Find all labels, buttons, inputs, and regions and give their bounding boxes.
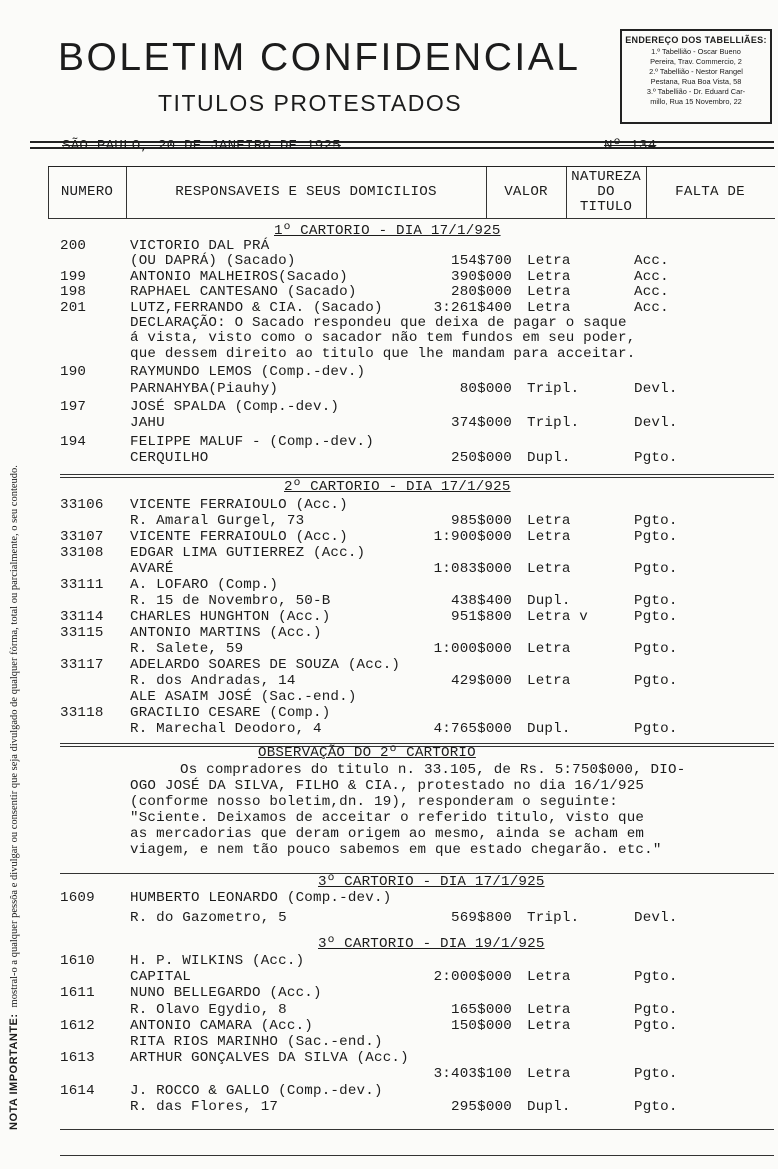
sidebar-note-text: mostral-o a qualquer pessôa e divulgar ou consentir que seja divulgado de qualquer fórma, total ou parcialmente, o seu conteudo. <box>9 465 20 1008</box>
note-line: Os compradores do titulo n. 33.105, de Rs. 5:750$000, DIO- <box>180 762 686 778</box>
row-responsavel: EDGAR LIMA GUTIERREZ (Acc.) <box>130 545 366 561</box>
section-title: OBSERVAÇÃO DO 2º CARTORIO <box>258 745 476 761</box>
note-line: á vista, visto como o sacador não tem fundos em seu poder, <box>130 330 636 347</box>
address-heading: ENDEREÇO DOS TABELLIÃES: <box>625 35 767 45</box>
row-responsavel: CAPITAL <box>130 969 191 986</box>
table-row <box>0 529 778 546</box>
table-row <box>0 641 778 658</box>
row-falta: Pgto. <box>634 593 678 609</box>
row-responsavel: R. 15 de Novembro, 50-B <box>130 593 331 609</box>
table-row <box>0 577 778 594</box>
divider <box>60 477 774 478</box>
table-row <box>0 415 778 432</box>
row-valor: 165$000 <box>451 1001 512 1018</box>
row-responsavel: VICENTE FERRAIOULO (Acc.) <box>130 529 348 545</box>
row-responsavel: ANTONIO CAMARA (Acc.) <box>130 1017 313 1034</box>
section-title: 1º CARTORIO - DIA 17/1/925 <box>274 223 501 239</box>
row-falta: Pgto. <box>634 529 678 545</box>
row-falta: Acc. <box>634 299 669 316</box>
row-falta: Pgto. <box>634 721 678 737</box>
row-responsavel: R. Amaral Gurgel, 73 <box>130 513 305 529</box>
row-falta: Pgto. <box>634 641 678 657</box>
table-row <box>0 364 778 381</box>
sidebar-note <box>8 465 20 1130</box>
section-title: 2º CARTORIO - DIA 17/1/925 <box>284 479 511 495</box>
col-natureza-line: DO <box>597 183 615 200</box>
address-line: 1.º Tabellião - Oscar Bueno <box>651 47 741 56</box>
row-valor: 3:261$400 <box>433 299 512 316</box>
row-responsavel: VICENTE FERRAIOULO (Acc.) <box>130 497 348 513</box>
row-valor: 3:403$100 <box>433 1066 512 1083</box>
row-natureza: Letra <box>527 969 571 986</box>
row-falta: Acc. <box>634 253 669 270</box>
row-natureza: Letra v <box>527 609 588 625</box>
row-responsavel: R. das Flores, 17 <box>130 1098 279 1115</box>
row-valor: 1:083$000 <box>433 561 512 577</box>
table-row <box>0 545 778 562</box>
row-numero: 33118 <box>60 705 104 721</box>
row-responsavel: H. P. WILKINS (Acc.) <box>130 953 305 969</box>
row-numero: 198 <box>60 284 87 301</box>
row-falta: Pgto. <box>634 969 678 986</box>
table-row <box>0 450 778 467</box>
row-responsavel: CERQUILHO <box>130 450 209 467</box>
row-natureza: Letra <box>527 513 571 529</box>
row-natureza: Dupl. <box>527 721 571 737</box>
note-line: que dessem direito ao titulo que lhe mandam para acceitar. <box>130 345 636 362</box>
row-numero: 1609 <box>60 890 95 906</box>
table-row <box>0 1099 778 1116</box>
row-numero: 33115 <box>60 625 104 641</box>
row-natureza: Letra <box>527 268 571 285</box>
row-responsavel: J. ROCCO & GALLO (Comp.-dev.) <box>130 1082 383 1099</box>
row-valor: 569$800 <box>451 910 512 927</box>
row-natureza: Dupl. <box>527 450 571 467</box>
row-responsavel: (OU DAPRÁ) (Sacado) <box>130 253 296 270</box>
note-line: "Sciente. Deixamos de acceitar o referido titulo, visto que <box>130 809 645 826</box>
row-responsavel: RITA RIOS MARINHO (Sac.-end.) <box>130 1034 383 1050</box>
row-numero: 33108 <box>60 545 104 561</box>
row-numero: 33106 <box>60 497 104 513</box>
page-title: BOLETIM CONFIDENCIAL <box>58 36 581 79</box>
row-natureza: Dupl. <box>527 593 571 609</box>
row-natureza: Letra <box>527 561 571 577</box>
row-valor: 250$000 <box>451 450 512 467</box>
row-numero: 200 <box>60 238 87 254</box>
section-title: 3º CARTORIO - DIA 19/1/925 <box>318 936 545 952</box>
row-numero: 190 <box>60 364 87 381</box>
row-responsavel: ADELARDO SOARES DE SOUZA (Acc.) <box>130 657 401 673</box>
address-line: 3.º Tabellião - Dr. Eduard Car- <box>646 87 746 96</box>
table-row <box>0 399 778 416</box>
row-responsavel: R. Marechal Deodoro, 4 <box>130 721 322 737</box>
divider <box>60 1155 774 1156</box>
row-numero: 33117 <box>60 657 104 673</box>
row-natureza: Letra <box>527 1017 571 1034</box>
row-falta: Pgto. <box>634 561 678 577</box>
note-line: OGO JOSÉ DA SILVA, FILHO & CIA., protestado no dia 16/1/925 <box>130 777 645 794</box>
table-row <box>0 910 778 927</box>
row-numero: 1614 <box>60 1082 95 1099</box>
row-natureza: Letra <box>527 1001 571 1018</box>
row-valor: 2:000$000 <box>433 969 512 986</box>
row-numero: 1611 <box>60 985 95 1002</box>
table-row <box>0 609 778 626</box>
table-row <box>0 434 778 451</box>
row-responsavel: R. do Gazometro, 5 <box>130 910 287 927</box>
row-falta: Pgto. <box>634 513 678 529</box>
row-natureza: Letra <box>527 529 571 545</box>
row-numero: 1610 <box>60 953 95 969</box>
note-line: viagem, e nem tão pouco sabemos em que estado chegarão. etc." <box>130 841 662 858</box>
note-line: DECLARAÇÃO: O Sacado respondeu que deixa de pagar o saque <box>130 315 627 331</box>
row-valor: 1:000$000 <box>433 641 512 657</box>
row-natureza: Letra <box>527 253 571 270</box>
row-responsavel: LUTZ,FERRANDO & CIA. (Sacado) <box>130 299 383 316</box>
row-numero: 199 <box>60 268 87 285</box>
row-natureza: Tripl. <box>527 910 580 927</box>
row-falta: Devl. <box>634 380 678 397</box>
table-row <box>0 497 778 514</box>
row-responsavel: GRACILIO CESARE (Comp.) <box>130 705 331 721</box>
table-row <box>0 953 778 970</box>
col-falta: FALTA DE <box>675 183 745 200</box>
row-valor: 80$000 <box>459 380 512 397</box>
address-line: millo, Rua 15 Novembro, 22 <box>650 97 742 106</box>
row-valor: 4:765$000 <box>433 721 512 737</box>
row-falta: Pgto. <box>634 1066 678 1083</box>
table-row <box>0 890 778 907</box>
row-natureza: Letra <box>527 673 571 689</box>
divider <box>60 1129 774 1130</box>
table-row <box>0 673 778 690</box>
row-responsavel: ANTONIO MARTINS (Acc.) <box>130 625 322 641</box>
address-line: Pestana, Rua Boa Vista, 58 <box>650 77 742 86</box>
note-line: (conforme nosso boletim,dn. 19), responderam o seguinte: <box>130 793 618 810</box>
table-row <box>0 1083 778 1100</box>
row-responsavel: HUMBERTO LEONARDO (Comp.-dev.) <box>130 890 392 906</box>
row-numero: 1612 <box>60 1017 95 1034</box>
row-natureza: Letra <box>527 284 571 301</box>
row-valor: 951$800 <box>451 609 512 625</box>
row-falta: Pgto. <box>634 1098 678 1115</box>
row-falta: Acc. <box>634 268 669 285</box>
row-responsavel: ANTONIO MALHEIROS(Sacado) <box>130 268 348 285</box>
row-valor: 1:900$000 <box>433 529 512 545</box>
row-natureza: Letra <box>527 299 571 316</box>
table-row <box>0 969 778 986</box>
section-title: 3º CARTORIO - DIA 17/1/925 <box>318 874 545 890</box>
table-row <box>0 513 778 530</box>
row-responsavel: ARTHUR GONÇALVES DA SILVA (Acc.) <box>130 1050 409 1067</box>
row-responsavel: R. Olavo Egydio, 8 <box>130 1001 287 1018</box>
row-responsavel: RAPHAEL CANTESANO (Sacado) <box>130 284 357 301</box>
row-falta: Pgto. <box>634 1017 678 1034</box>
page-subtitle: TITULOS PROTESTADOS <box>158 90 463 116</box>
row-responsavel: A. LOFARO (Comp.) <box>130 577 279 593</box>
row-valor: 438$400 <box>451 593 512 609</box>
address-line: 2.º Tabellião - Nestor Rangel <box>649 67 743 76</box>
table-row <box>0 657 778 674</box>
row-responsavel: RAYMUNDO LEMOS (Comp.-dev.) <box>130 364 366 381</box>
divider <box>60 743 774 744</box>
col-natureza-line: NATUREZA <box>571 168 641 185</box>
row-responsavel: PARNAHYBA(Piauhy) <box>130 380 279 397</box>
table-row <box>0 625 778 642</box>
row-natureza: Tripl. <box>527 415 580 432</box>
row-numero: 33111 <box>60 577 104 593</box>
row-responsavel: R. dos Andradas, 14 <box>130 673 296 689</box>
row-responsavel: R. Salete, 59 <box>130 641 244 657</box>
row-falta: Acc. <box>634 284 669 301</box>
row-falta: Pgto. <box>634 450 678 467</box>
row-falta: Pgto. <box>634 609 678 625</box>
table-row <box>0 561 778 578</box>
row-valor: 150$000 <box>451 1017 512 1034</box>
row-falta: Pgto. <box>634 1001 678 1018</box>
row-valor: 154$700 <box>451 253 512 270</box>
table-row <box>0 705 778 722</box>
table-row <box>0 689 778 706</box>
row-numero: 197 <box>60 399 87 415</box>
row-responsavel: CHARLES HUNGHTON (Acc.) <box>130 609 331 625</box>
row-natureza: Dupl. <box>527 1098 571 1115</box>
row-responsavel: AVARÉ <box>130 561 174 577</box>
row-valor: 280$000 <box>451 284 512 301</box>
col-valor: VALOR <box>504 183 548 200</box>
table-row <box>0 593 778 610</box>
row-responsavel: ALE ASAIM JOSÉ (Sac.-end.) <box>130 689 357 705</box>
row-responsavel: NUNO BELLEGARDO (Acc.) <box>130 985 322 1002</box>
table-row <box>0 1066 778 1083</box>
row-valor: 374$000 <box>451 415 512 432</box>
table-row <box>0 1018 778 1035</box>
note-line: as mercadorias que deram origem ao mesmo, ainda se acham em <box>130 825 645 842</box>
row-responsavel: JOSÉ SPALDA (Comp.-dev.) <box>130 399 340 415</box>
table-row <box>0 381 778 398</box>
table-row <box>0 721 778 738</box>
row-falta: Devl. <box>634 415 678 432</box>
row-falta: Devl. <box>634 910 678 927</box>
table-row <box>0 1002 778 1019</box>
row-valor: 429$000 <box>451 673 512 689</box>
address-line: Pereira, Trav. Commercio, 2 <box>650 57 742 66</box>
divider <box>60 474 774 475</box>
row-natureza: Letra <box>527 641 571 657</box>
row-natureza: Letra <box>527 1066 571 1083</box>
row-valor: 295$000 <box>451 1098 512 1115</box>
row-responsavel: FELIPPE MALUF - (Comp.-dev.) <box>130 433 374 450</box>
row-responsavel: VICTORIO DAL PRÁ <box>130 238 270 254</box>
col-natureza-line: TITULO <box>579 198 633 215</box>
row-responsavel: JAHU <box>130 415 165 432</box>
row-valor: 390$000 <box>451 268 512 285</box>
row-numero: 194 <box>60 433 87 450</box>
row-numero: 201 <box>60 299 87 316</box>
row-falta: Pgto. <box>634 673 678 689</box>
bulletin-number: Nº 134 <box>604 138 657 154</box>
table-row <box>0 1050 778 1067</box>
col-numero: NUMERO <box>60 183 114 200</box>
table-row <box>0 1034 778 1051</box>
row-numero: 1613 <box>60 1050 95 1067</box>
col-responsaveis: RESPONSAVEIS E SEUS DOMICILIOS <box>175 183 437 200</box>
row-valor: 985$000 <box>451 513 512 529</box>
row-natureza: Tripl. <box>527 380 580 397</box>
sidebar-note-label: NOTA IMPORTANTE: <box>8 1013 20 1130</box>
row-numero: 33107 <box>60 529 104 545</box>
place-date: SÃO PAULO, 20 DE JANEIRO DE 1925 <box>62 138 341 154</box>
table-row <box>0 985 778 1002</box>
row-numero: 33114 <box>60 609 104 625</box>
